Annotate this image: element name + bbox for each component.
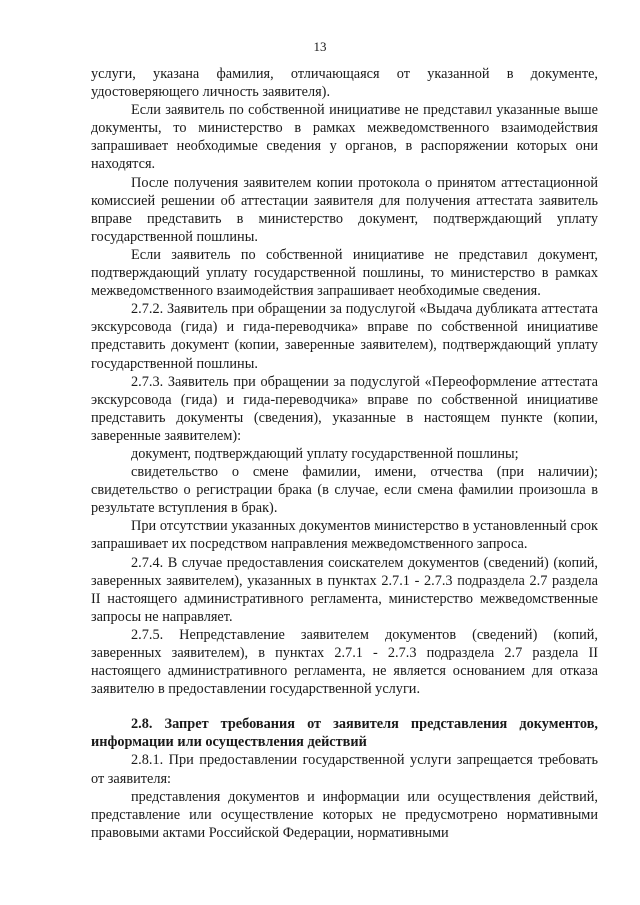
paragraph-2-7-4: 2.7.4. В случае предоставления соискателем документов (сведений) (копий, заверенных заявителем), указанных в пунктах 2.7.1 - 2.7.3 подраздела 2.7 раздела II настоящего административного регламента, министерство межведомственные запросы не направляет.	[91, 554, 598, 625]
paragraph-item-fee-document: документ, подтверждающий уплату государственной пошлины;	[131, 445, 519, 462]
paragraph-4: Если заявитель по собственной инициативе не представил документ, подтверждающий уплату государственной пошлины, то министерство в рамках межведомственного взаимодействия запрашивает необходимые сведения.	[91, 246, 598, 300]
paragraph-2-7-3: 2.7.3. Заявитель при обращении за подуслугой «Переоформление аттестата экскурсовода (гида) и гида-переводчика» вправе по собственной инициативе представить документы (сведения), указанные в настоящем пункте (копии, заверенные заявителем):	[91, 373, 598, 444]
document-body	[91, 65, 598, 842]
paragraph-1: услуги, указана фамилия, отличающаяся от указанной в документе, удостоверяющего личность заявителя).	[91, 66, 598, 101]
section-heading-2-8: 2.8. Запрет требования от заявителя представления документов, информации или осуществления действий	[91, 716, 598, 751]
paragraph-prohibition-1: представления документов и информации или осуществления действий, представление или осуществление которых не предусмотрено нормативными правовыми актами Российской Федерации, нормативными	[91, 788, 598, 841]
paragraph-3: После получения заявителем копии протокола о принятом аттестационной комиссией решении об аттестации заявителя для получения аттестата заявитель вправе представить в министерство документ, подтверждающий уплату государственной пошлины.	[91, 174, 598, 245]
paragraph-absence-documents: При отсутствии указанных документов министерство в установленный срок запрашивает их посредством направления межведомственного запроса.	[91, 518, 598, 553]
paragraph-2-7-2: 2.7.2. Заявитель при обращении за подуслугой «Выдача дубликата аттестата экскурсовода (гида) и гида-переводчика» вправе по собственной инициативе представить документ (копии, заверенные заявителем), подтверждающий уплату государственной пошлины.	[91, 301, 598, 372]
paragraph-2-7-5: 2.7.5. Непредставление заявителем документов (сведений) (копий, заверенных заявителем), в пунктах 2.7.1 - 2.7.3 подраздела 2.7 раздела II настоящего административного регламента, не является основанием для отказа заявителю в предоставлении государственной услуги.	[91, 626, 598, 698]
paragraph-item-certificates: свидетельство о смене фамилии, имени, отчества (при наличии); свидетельство о регистрации брака (в случае, если смена фамилии произошла в результате вступления в брак).	[91, 464, 598, 517]
paragraph-2: Если заявитель по собственной инициативе не представил указанные выше документы, то министерство в рамках межведомственного взаимодействия запрашивает необходимые сведения у органов, в распоряжении которых они находятся.	[91, 102, 598, 173]
page-number: 13	[313, 39, 327, 54]
paragraph-2-8-1: 2.8.1. При предоставлении государственной услуги запрещается требовать от заявителя:	[91, 752, 598, 787]
